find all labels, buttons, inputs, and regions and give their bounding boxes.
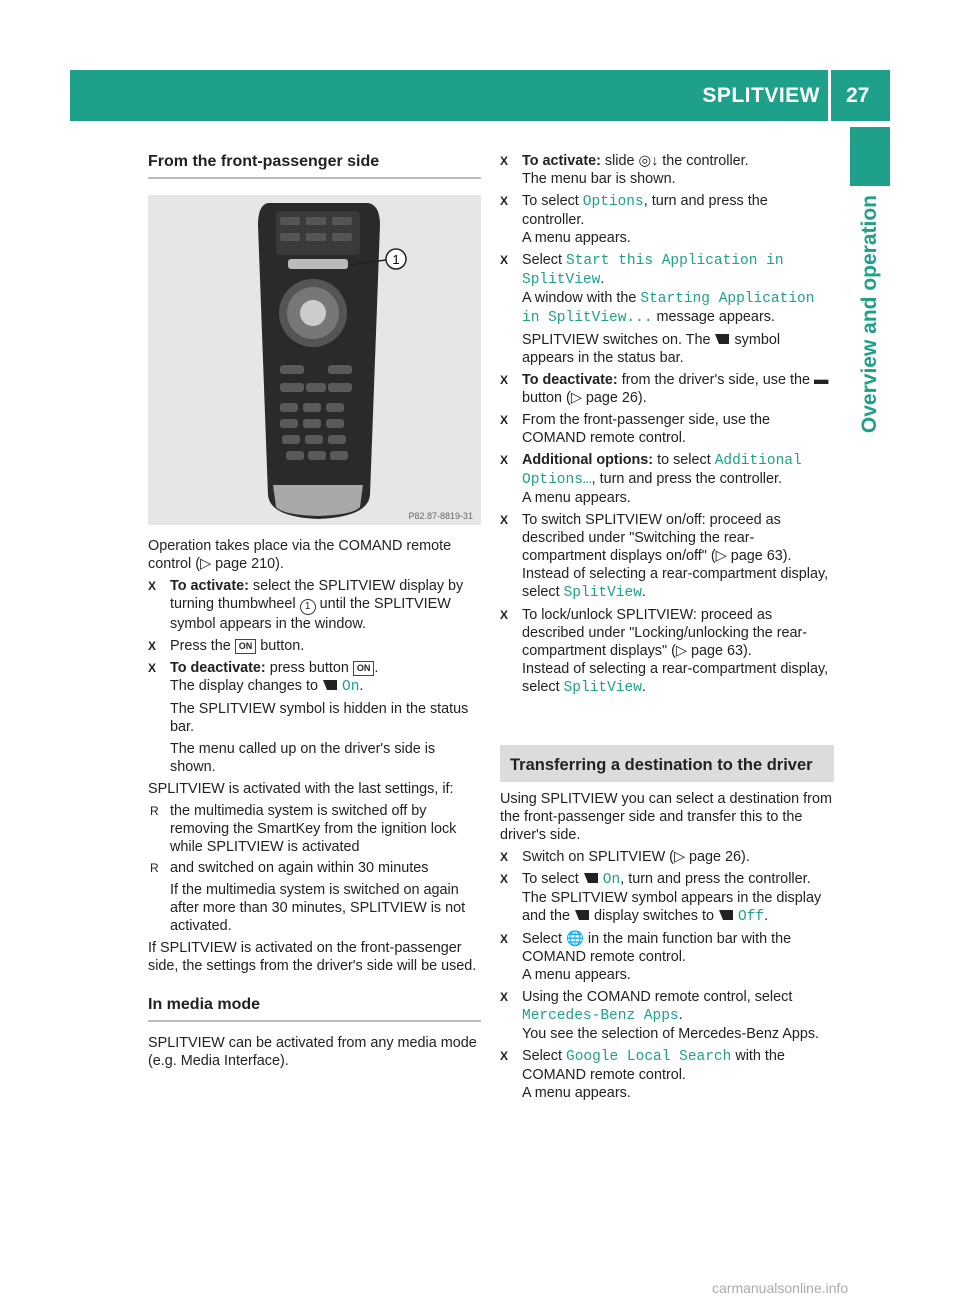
step-item: X Additional options: to select Additional Options…, turn and press the controller. A menu appears. [500,452,802,506]
car-icon: ▬ [814,372,829,388]
step-item: X To activate: select the SPLITVIEW display by turning thumbwheel 1 until the SPLITVIEW symbol appears in the window. [148,578,464,632]
splitview-icon [574,909,590,921]
paragraph: SPLITVIEW is activated with the last settings, if: [148,781,454,797]
paragraph: SPLITVIEW can be activated from any media mode (e.g. Media Interface). [148,1035,477,1069]
header-title: SPLITVIEW [702,84,820,107]
condition-item: R and switched on again within 30 minutes If the multimedia system is switched on again after more than 30 minutes, SPLITVIEW is not activated. [150,860,466,934]
splitview-icon [583,872,599,884]
paragraph: Using SPLITVIEW you can select a destination from the front-passenger side and transfer this to the driver's side. [500,791,832,843]
step-item: X Select Google Local Search with the COMAND remote control. A menu appears. [500,1048,785,1101]
splitview-icon [714,333,730,345]
step-item: X To select On, turn and press the controller. The SPLITVIEW symbol appears in the display and the display switches to Off. [500,871,822,925]
side-label: Overview and operation [858,195,881,434]
step-item: X To lock/unlock SPLITVIEW: proceed as described under "Locking/unlocking the rear-compartment displays" (▷ page 63). Instead of selecting a rear-compartment display, select SplitView. [500,607,829,696]
watermark: carmanualsonline.info [712,1280,849,1296]
step-item: X To select Options, turn and press the controller. A menu appears. [500,193,768,246]
heading-transfer-destination: Transferring a destination to the driver [510,756,813,774]
splitview-icon [322,679,338,691]
page-number: 27 [846,84,870,107]
step-item: X Select Start this Application in SplitView. A window with the Starting Application in SplitView... message appears. SPLITVIEW switches on. The symbol appears in the status bar. [500,252,815,366]
heading-media-mode: In media mode [148,995,481,1022]
step-item: X To switch SPLITVIEW on/off: proceed as described under "Switching the rear-compartment displays on/off" (▷ page 63). Instead of selecting a rear-compartment display, select SplitView. [500,512,829,601]
left-column [148,152,481,1074]
paragraph: Operation takes place via the COMAND remote control (▷ page 210). [148,538,452,572]
image-code: P82.87-8819-31 [408,511,473,521]
controller-slide-icon: ◎↓ [638,153,659,169]
step-item: X From the front-passenger side, use the COMAND remote control. [500,412,770,446]
on-key-icon: ON [235,639,257,654]
step-item: X Switch on SPLITVIEW (▷ page 26). [500,849,750,865]
step-item: X To deactivate: press button ON . The display changes to On. The SPLITVIEW symbol is hidden in the status bar. The menu called up on the driver's side is shown. [148,660,469,775]
remote-control-illustration [148,195,481,525]
side-tab [850,127,890,186]
header-separator [828,70,831,121]
step-item: X Press the ON button. [148,638,305,654]
paragraph: If SPLITVIEW is activated on the front-passenger side, the settings from the driver's side will be used. [148,940,477,974]
step-item: X Select 🌐 in the main function bar with the COMAND remote control. A menu appears. [500,931,792,983]
section-heading-box [500,745,834,782]
on-key-icon: ON [353,661,375,676]
remote-control-image [148,195,481,525]
right-column [500,152,834,1106]
splitview-icon [718,909,734,921]
step-item: X To deactivate: from the driver's side, use the ▬ button (▷ page 26). [500,372,829,406]
step-item: X Using the COMAND remote control, select Mercedes-Benz Apps. You see the selection of Mercedes-Benz Apps. [500,989,820,1042]
condition-item: R the multimedia system is switched off by removing the SmartKey from the ignition lock while SPLITVIEW is activated [150,803,457,855]
step-item: X To activate: slide ◎↓ the controller. The menu bar is shown. [500,153,749,187]
thumbwheel-number-icon: 1 [300,599,316,615]
heading-front-passenger: From the front-passenger side [148,152,481,179]
callout-number: 1 [392,252,400,267]
globe-icon: 🌐 [566,931,584,947]
